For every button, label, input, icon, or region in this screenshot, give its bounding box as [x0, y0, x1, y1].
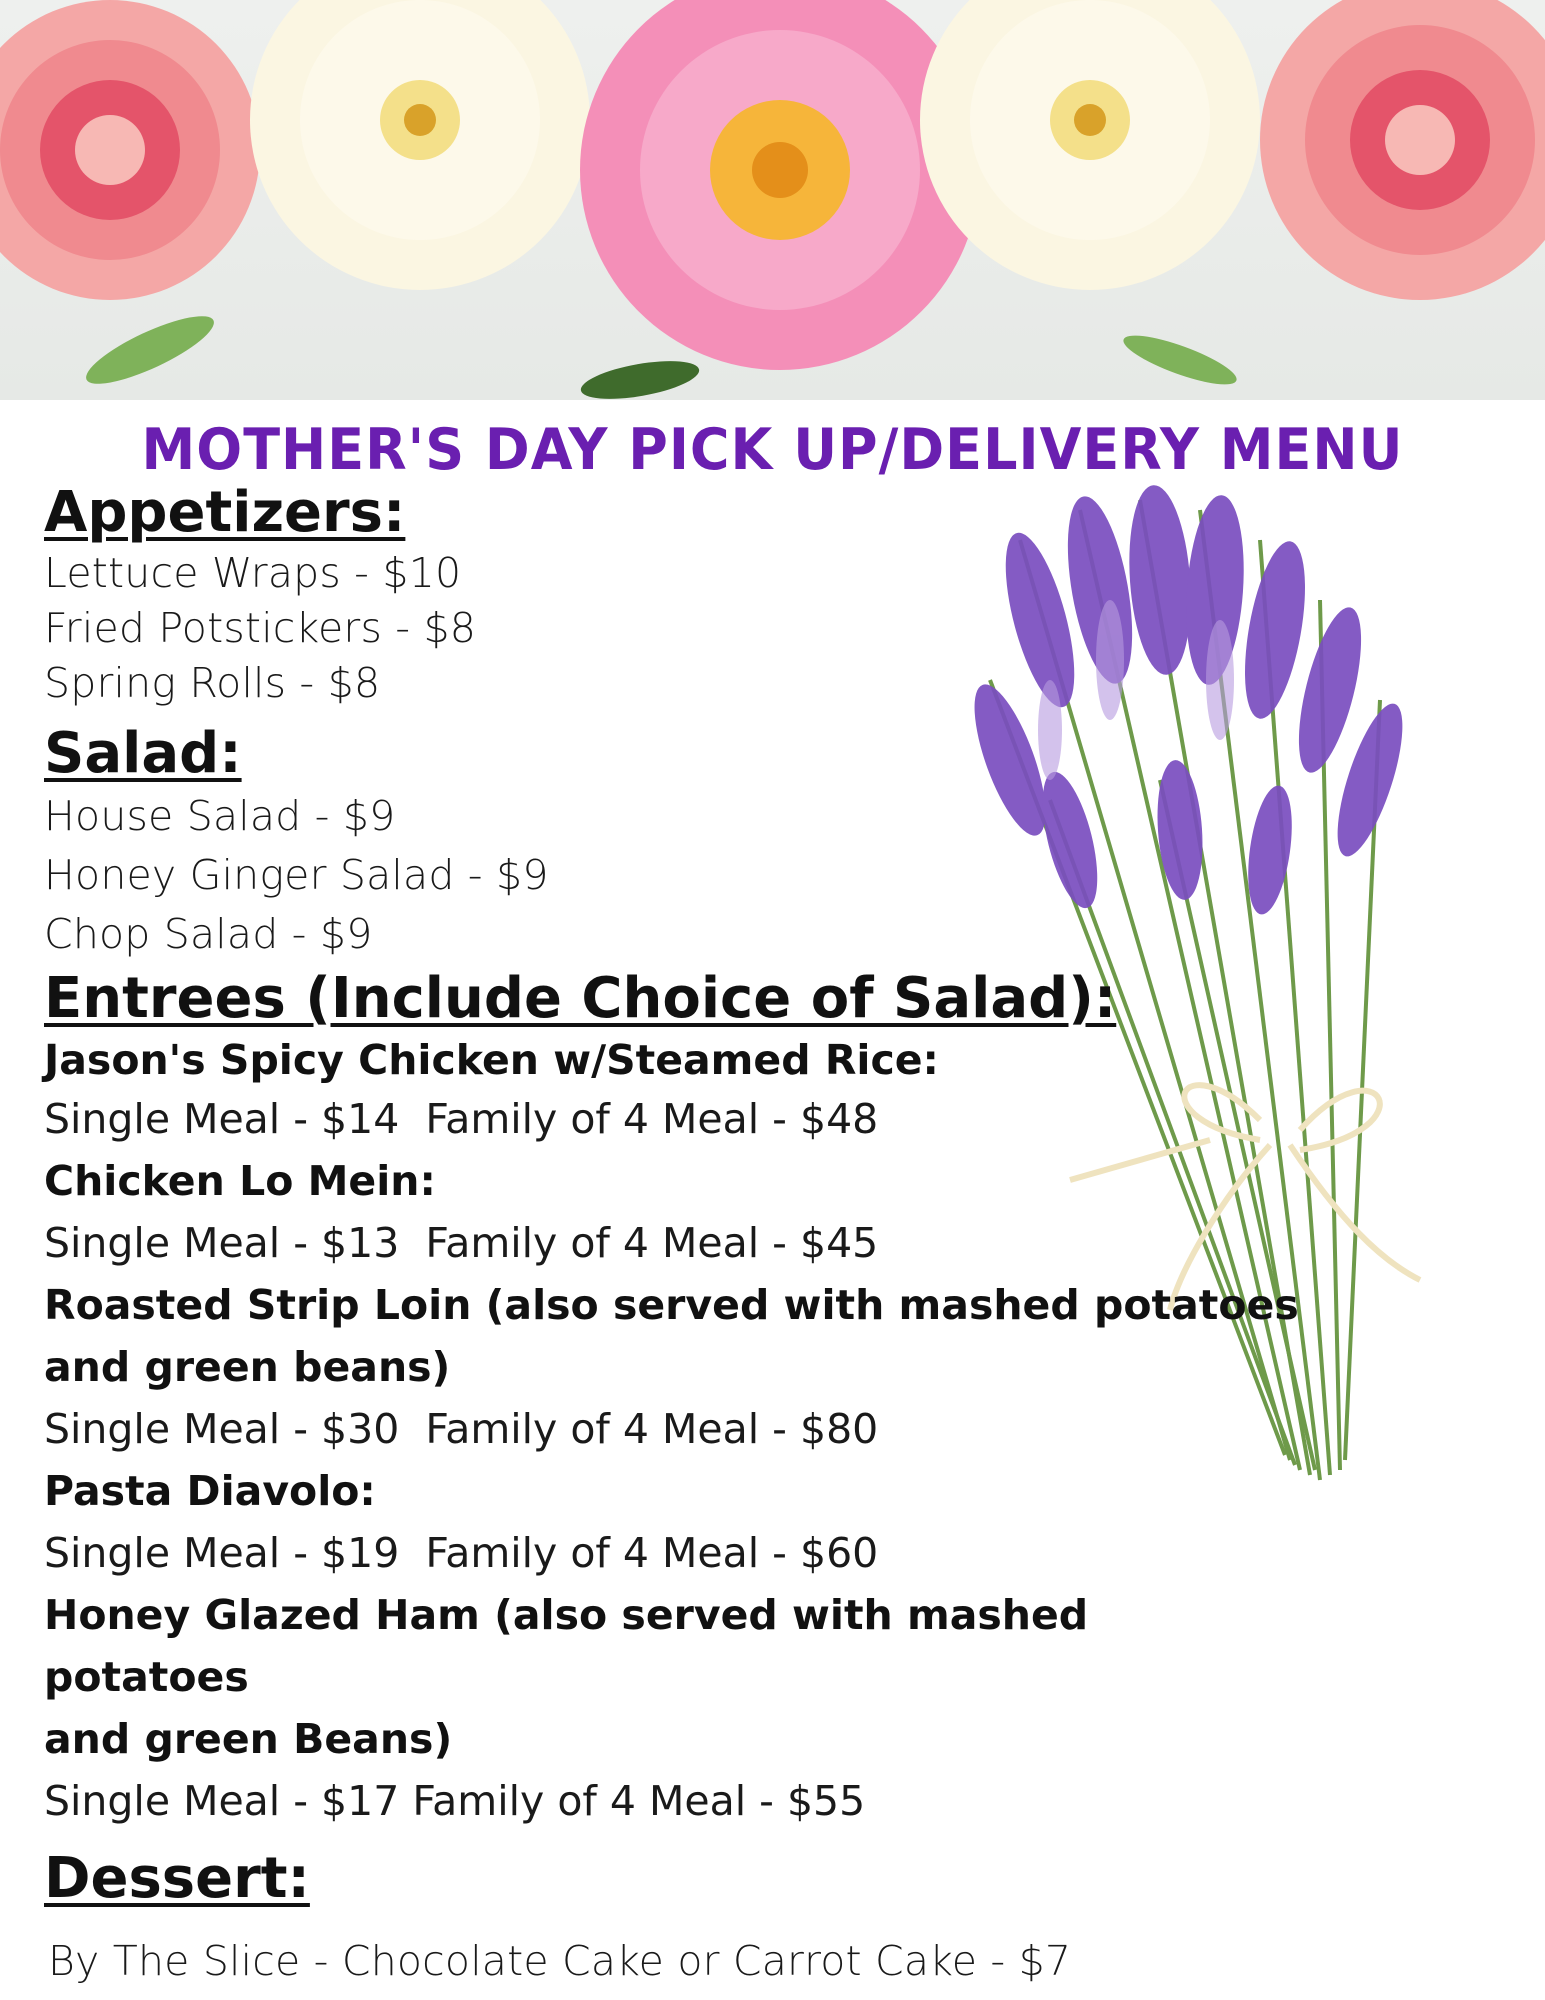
flower-banner-image — [0, 0, 1545, 400]
menu-item: Chop Salad - $9 — [44, 910, 373, 958]
dessert-heading: Dessert: — [44, 1846, 310, 1911]
dish-name: Pasta Diavolo: — [44, 1467, 376, 1515]
single-price: Single Meal - $13 — [44, 1219, 400, 1267]
dish-name: Honey Glazed Ham (also served with mashed potatoes — [44, 1591, 1089, 1701]
dish-name: Chicken Lo Mein: — [44, 1157, 436, 1205]
menu-item: Honey Ginger Salad - $9 — [44, 851, 549, 899]
salad-heading: Salad: — [44, 721, 242, 786]
family-price: Family of 4 Meal - $55 — [412, 1777, 866, 1825]
single-price: Single Meal - $14 — [44, 1095, 400, 1143]
menu-item: House Salad - $9 — [44, 792, 396, 840]
menu-item: Fried Potstickers - $8 — [44, 604, 477, 652]
flower-banner — [0, 0, 1545, 400]
menu — [44, 480, 1304, 1989]
dish-name-cont: and green Beans) — [44, 1715, 453, 1763]
page-title: MOTHER'S DAY PICK UP/DELIVERY MENU — [141, 416, 1404, 483]
dish-name: Roasted Strip Loin (also served with mashed potatoes — [44, 1281, 1299, 1329]
appetizers-heading: Appetizers: — [44, 480, 406, 545]
dish-prices — [44, 1770, 1304, 1832]
family-price: Family of 4 Meal - $45 — [425, 1219, 879, 1267]
single-price: Single Meal - $30 — [44, 1405, 400, 1453]
dish-name-cont: and green beans) — [44, 1343, 451, 1391]
single-price: Single Meal - $19 — [44, 1529, 400, 1577]
dish-prices — [44, 1088, 1304, 1150]
family-price: Family of 4 Meal - $48 — [425, 1095, 879, 1143]
menu-item: Lettuce Wraps - $10 — [44, 549, 462, 597]
dish-prices — [44, 1522, 1304, 1584]
entrees-heading: Entrees (Include Choice of Salad): — [44, 966, 1117, 1031]
dish-prices — [44, 1212, 1304, 1274]
dish-name: Jason's Spicy Chicken w/Steamed Rice: — [44, 1036, 939, 1084]
menu-item: Spring Rolls - $8 — [44, 659, 381, 707]
menu-item: By The Slice - Chocolate Cake or Carrot Cake - $7 — [48, 1937, 1072, 1985]
single-price: Single Meal - $17 — [44, 1777, 400, 1825]
dish-prices — [44, 1398, 1304, 1460]
family-price: Family of 4 Meal - $60 — [425, 1529, 879, 1577]
family-price: Family of 4 Meal - $80 — [425, 1405, 879, 1453]
